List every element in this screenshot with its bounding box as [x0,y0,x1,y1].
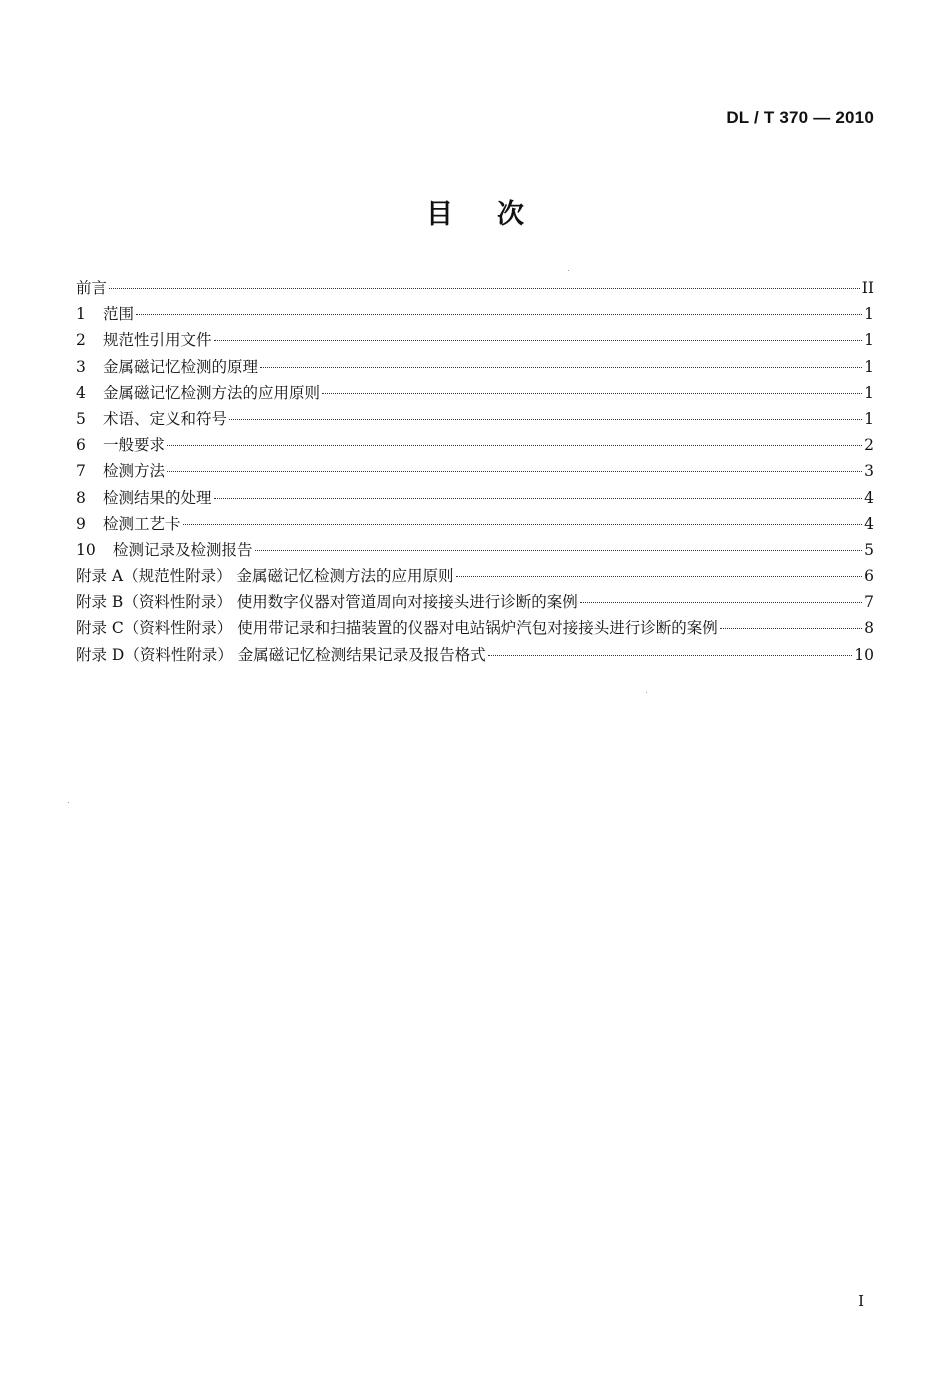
toc-entry-label: 附录 D（资料性附录） 金属磁记忆检测结果记录及报告格式 [76,645,486,664]
toc-entry-page: II [861,279,874,297]
toc-entry-label: 金属磁记忆检测的原理 [103,357,259,376]
toc-entry-3[interactable] [76,355,874,381]
toc-entry-label: 范围 [103,305,135,324]
leader-dots [183,524,863,525]
toc-entry-page: 4 [864,488,874,507]
toc-entry-label: 前言 [76,279,108,297]
toc-entry-number: 8 [76,488,86,507]
toc-entry-4[interactable] [76,381,874,407]
leader-dots [322,393,862,394]
leader-dots [167,445,862,446]
toc-entry-page: 1 [864,305,874,324]
toc-entry-label: 金属磁记忆检测方法的应用原则 [103,383,321,402]
leader-dots [488,655,852,656]
toc-entry-label: 检测工艺卡 [103,514,181,533]
leader-dots [720,628,862,629]
toc-entry-page: 1 [864,383,874,402]
leader-dots [255,550,863,551]
toc-entry-number: 2 [76,331,86,350]
toc-entry-page: 1 [864,409,874,428]
toc-entry-page: 3 [864,462,874,481]
toc-entry-9[interactable] [76,512,874,538]
scan-speck [68,802,69,803]
leader-dots [214,498,863,499]
toc-entry-page: 4 [864,514,874,533]
leader-dots [580,602,862,603]
toc-entry-page: 1 [864,331,874,350]
toc-entry-page: 10 [854,645,874,664]
toc-entry-label: 附录 A（规范性附录） 金属磁记忆检测方法的应用原则 [76,567,454,586]
leader-dots [167,471,862,472]
scan-speck [646,692,647,693]
toc-entry-label: 附录 C（资料性附录） 使用带记录和扫描装置的仪器对电站锅炉汽包对接接头进行诊断的案例 [76,619,718,638]
scan-speck [568,270,569,271]
standard-code: DL / T 370 — 2010 [726,108,874,127]
toc-entry-1[interactable] [76,302,874,328]
toc-entry-label: 一般要求 [103,436,166,455]
toc-entry-appendix-b[interactable] [76,590,874,616]
toc-entry-page: 6 [864,567,874,586]
toc-entry-number: 4 [76,383,86,402]
toc-entry-label: 检测记录及检测报告 [113,540,253,559]
leader-dots [229,419,862,420]
toc-entry-label: 检测方法 [103,462,166,481]
toc-entry-page: 1 [864,357,874,376]
toc-entry-appendix-d[interactable] [76,643,874,669]
toc-entry-number: 1 [76,305,86,324]
leader-dots [456,576,863,577]
table-of-contents [76,276,874,669]
toc-entry-label: 术语、定义和符号 [103,409,228,428]
toc-entry-number: 7 [76,462,86,481]
leader-dots [109,288,860,289]
leader-dots [260,367,862,368]
leader-dots [214,340,863,341]
toc-entry-8[interactable] [76,486,874,512]
toc-entry-5[interactable] [76,407,874,433]
toc-entry-number: 10 [76,540,96,559]
toc-entry-number: 3 [76,357,86,376]
toc-entry-number: 9 [76,514,86,533]
toc-entry-10[interactable] [76,538,874,564]
toc-entry-appendix-c[interactable] [76,616,874,642]
toc-entry-number: 5 [76,409,86,428]
toc-entry-page: 2 [864,436,874,455]
toc-entry-appendix-a[interactable] [76,564,874,590]
toc-entry-7[interactable] [76,459,874,485]
toc-entry-number: 6 [76,436,86,455]
toc-entry-page: 5 [864,540,874,559]
toc-entry-page: 7 [864,593,874,612]
toc-entry-2[interactable] [76,328,874,354]
toc-entry-label: 附录 B（资料性附录） 使用数字仪器对管道周向对接接头进行诊断的案例 [76,593,578,612]
toc-entry-label: 检测结果的处理 [103,488,212,507]
toc-entry-6[interactable] [76,433,874,459]
toc-entry-foreword[interactable] [76,276,874,302]
page-number: I [858,1292,864,1310]
toc-entry-label: 规范性引用文件 [103,331,212,350]
toc-entry-page: 8 [864,619,874,638]
page-title: 目次 [426,199,568,230]
leader-dots [136,314,862,315]
